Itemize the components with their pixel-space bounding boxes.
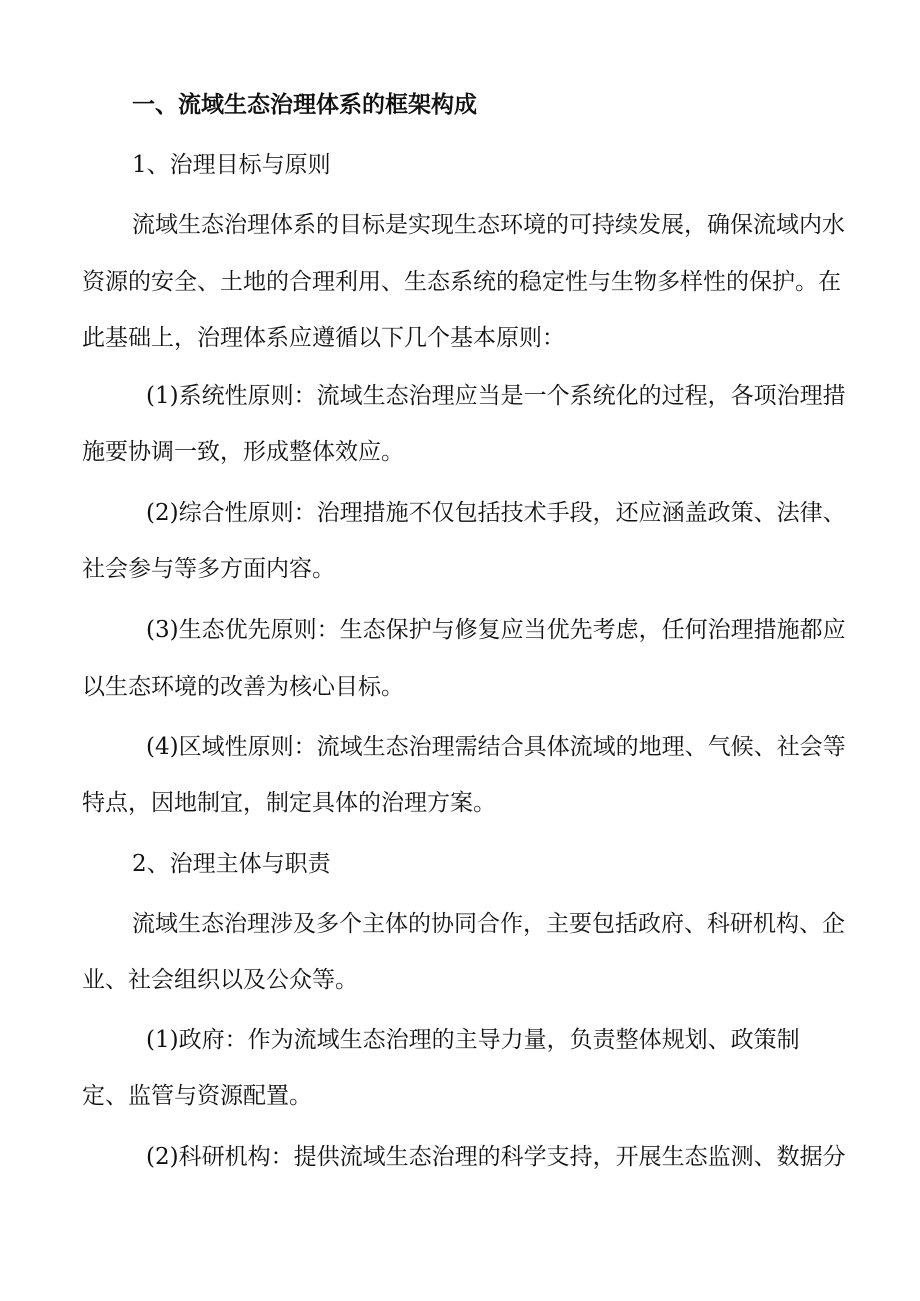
paragraph-line: 流域生态治理体系的目标是实现生态环境的可持续发展，确保流域内水 bbox=[132, 212, 845, 238]
subsection-heading: 2、治理主体与职责 bbox=[132, 851, 331, 877]
paragraph-line: 资源的安全、土地的合理利用、生态系统的稳定性与生物多样性的保护。在 bbox=[82, 269, 841, 295]
paragraph-line: 业、社会组织以及公众等。 bbox=[82, 967, 358, 993]
paragraph-line: 流域生态治理涉及多个主体的协同合作，主要包括政府、科研机构、企 bbox=[132, 911, 845, 937]
subject-item: (1)政府：作为流域生态治理的主导力量，负责整体规划、政策制 bbox=[146, 1027, 800, 1053]
paragraph-line: 此基础上，治理体系应遵循以下几个基本原则： bbox=[82, 325, 565, 351]
principle-item-continuation: 社会参与等多方面内容。 bbox=[82, 556, 335, 582]
section-heading: 一、流域生态治理体系的框架构成 bbox=[132, 91, 477, 118]
subsection-heading: 1、治理目标与原则 bbox=[132, 152, 331, 178]
principle-item-continuation: 特点，因地制宜，制定具体的治理方案。 bbox=[82, 790, 496, 816]
principle-item: (1)系统性原则：流域生态治理应当是一个系统化的过程，各项治理措 bbox=[146, 383, 846, 409]
subject-item-continuation: 定、监管与资源配置。 bbox=[82, 1083, 312, 1109]
principle-item-continuation: 施要协调一致，形成整体效应。 bbox=[82, 439, 404, 465]
principle-item: (3)生态优先原则：生态保护与修复应当优先考虑，任何治理措施都应 bbox=[146, 617, 846, 643]
principle-item-continuation: 以生态环境的改善为核心目标。 bbox=[82, 674, 404, 700]
principle-item: (4)区域性原则：流域生态治理需结合具体流域的地理、气候、社会等 bbox=[146, 734, 846, 760]
subject-item: (2)科研机构：提供流域生态治理的科学支持，开展生态监测、数据分 bbox=[146, 1144, 846, 1170]
principle-item: (2)综合性原则：治理措施不仅包括技术手段，还应涵盖政策、法律、 bbox=[146, 500, 846, 526]
